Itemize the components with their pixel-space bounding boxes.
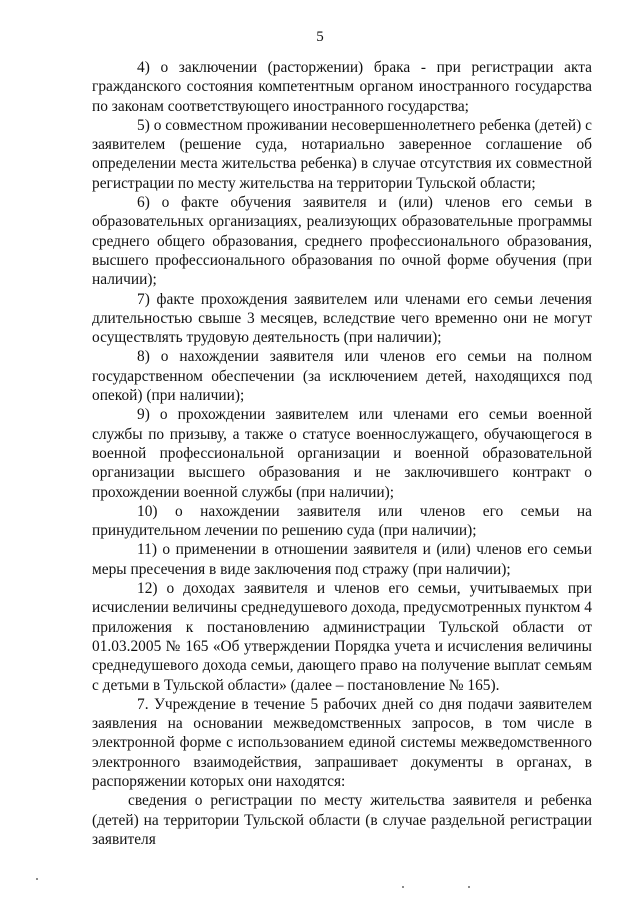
page-number: 5 (316, 29, 324, 45)
scan-artifact (36, 878, 38, 880)
paragraph-item-5: 5) о совместном проживании несовершеннолетнего ребенка (детей) с заявителем (решение суда, нотариально заверенное соглашение об определении места жительства ребенка) в случае отсутствия их совместной регистрации по месту жительства на территории Тульской области; (92, 116, 592, 192)
paragraph-item-10: 10) о нахождении заявителя или членов его семьи на принудительном лечении по решению суда (при наличии); (92, 502, 592, 540)
scan-artifact (402, 886, 404, 888)
paragraph-item-4: 4) о заключении (расторжении) брака - при регистрации акта гражданского состояния компетентным органом иностранного государства по законам соответствующего иностранного государства; (92, 59, 592, 115)
paragraph-section-7: 7. Учреждение в течение 5 рабочих дней со дня подачи заявителем заявления на основании межведомственных запросов, в том числе в электронной форме с использованием единой системы межведомственного электронного взаимодействия, запрашивает документы в органах, в распоряжении которых они находятся: (92, 695, 592, 790)
document-body (92, 58, 592, 849)
paragraph-item-9: 9) о прохождении заявителем или членами его семьи военной службы по призыву, а также о статусе военнослужащего, обучающегося в военной профессиональной организации и военной образовательной организации высшего образования и не заключившего контракт о прохождении военной службы (при наличии); (92, 406, 592, 501)
scan-artifact (468, 886, 470, 888)
paragraph-item-11: 11) о применении в отношении заявителя и (или) членов его семьи меры пресечения в виде заключения под стражу (при наличии); (92, 541, 592, 578)
paragraph-registration-info: сведения о регистрации по месту жительства заявителя и ребенка (детей) на территории Тульской области (в случае раздельной регистрации заявителя (92, 792, 592, 848)
paragraph-item-12: 12) о доходах заявителя и членов его семьи, учитываемых при исчислении величины среднедушевого дохода, предусмотренных пунктом 4 приложения к постановлению администрации Тульской области от 01.03.2005 № 165 «Об утверждении Порядка учета и исчисления величины среднедушевого дохода семьи, дающего право на получение выплат семьям с детьми в Тульской области» (далее – постановление № 165). (92, 580, 592, 694)
paragraph-item-7: 7) факте прохождения заявителем или членами его семьи лечения длительностью свыше 3 месяцев, вследствие чего временно они не могут осуществлять трудовую деятельность (при наличии); (92, 290, 592, 347)
paragraph-item-8: 8) о нахождении заявителя или членов его семьи на полном государственном обеспечении (за исключением детей, находящихся под опекой) (при наличии); (92, 348, 592, 405)
paragraph-item-6: 6) о факте обучения заявителя и (или) членов его семьи в образовательных организациях, реализующих образовательные программы среднего общего образования, среднего профессионального образования, высшего профессионального образования по очной форме обучения (при наличии); (92, 194, 592, 289)
